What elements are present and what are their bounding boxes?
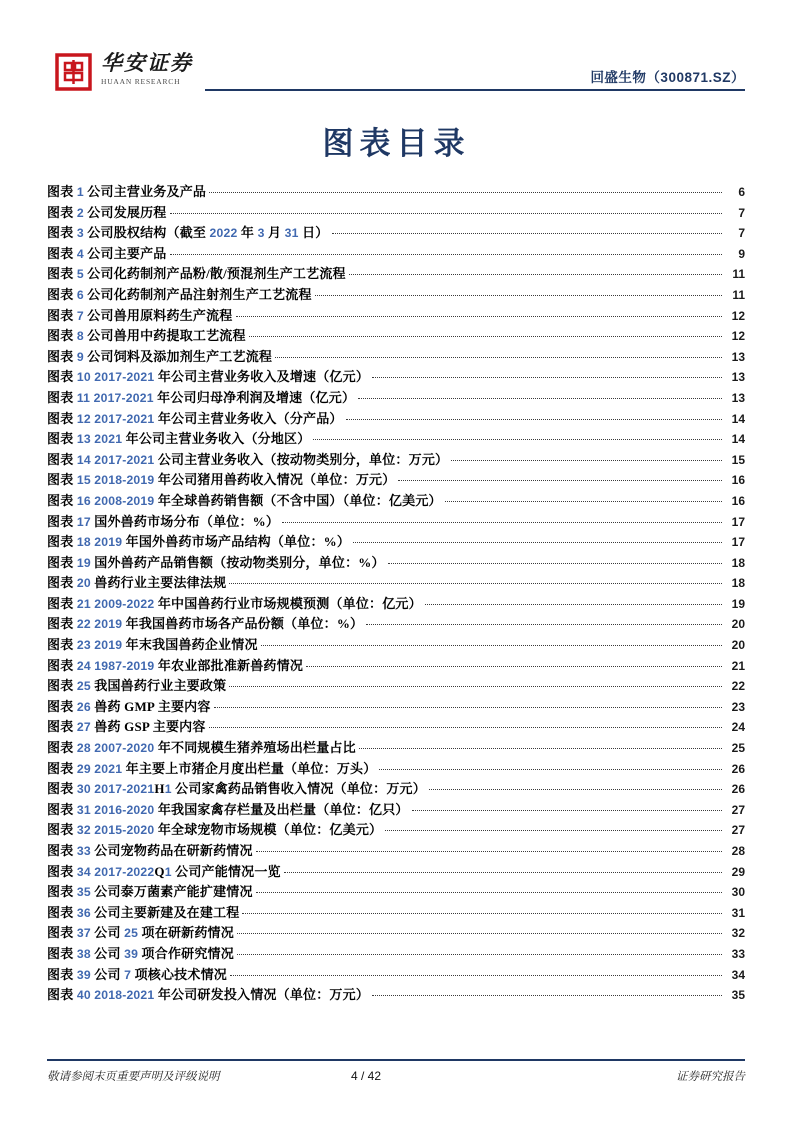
dot-leader <box>372 377 722 378</box>
toc-entry-label: 图表 2 公司发展历程 <box>47 204 167 220</box>
toc-entry[interactable] <box>47 943 745 964</box>
toc-entry-page: 22 <box>731 679 745 694</box>
toc-entry[interactable] <box>47 902 745 923</box>
footer-report-type: 证券研究报告 <box>676 1071 745 1083</box>
brand-text <box>101 52 193 86</box>
brand <box>55 52 193 91</box>
toc-entry-label: 图表 10 2017-2021 年公司主营业务收入及增速（亿元） <box>47 369 370 385</box>
toc-entry-page: 20 <box>731 638 745 653</box>
toc-entry-page: 17 <box>731 514 745 529</box>
dot-leader <box>275 357 722 358</box>
dot-leader <box>358 398 722 399</box>
page-header <box>55 52 745 91</box>
toc-entry-page: 35 <box>731 988 745 1003</box>
dot-leader <box>236 316 723 317</box>
toc-entry[interactable] <box>47 696 745 717</box>
toc-entry-label: 图表 23 2019 年末我国兽药企业情况 <box>47 637 258 653</box>
toc-entry-page: 25 <box>731 741 745 756</box>
toc-entry-label: 图表 7 公司兽用原料药生产流程 <box>47 307 233 323</box>
page-footer <box>47 1059 745 1084</box>
toc-entry-label: 图表 13 2021 年公司主营业务收入（分地区） <box>47 431 311 447</box>
toc-entry-page: 13 <box>731 390 745 405</box>
header-rule <box>205 66 745 91</box>
toc-entry-label: 图表 6 公司化药制剂产品注射剂生产工艺流程 <box>47 286 312 302</box>
toc-entry[interactable] <box>47 511 745 532</box>
toc-entry[interactable] <box>47 346 745 367</box>
toc-entry-label: 图表 33 公司宠物药品在研新药情况 <box>47 843 253 858</box>
toc-entry[interactable] <box>47 490 745 511</box>
toc-entry-page: 29 <box>731 864 745 879</box>
toc-entry[interactable] <box>47 922 745 943</box>
brand-name-en: HUAAN RESEARCH <box>101 77 181 87</box>
toc-entry-page: 21 <box>731 658 745 673</box>
toc-entry-page: 30 <box>731 885 745 900</box>
toc-entry-label: 图表 17 国外兽药市场分布（单位：%） <box>47 513 280 529</box>
toc-entry-page: 7 <box>738 205 745 220</box>
toc-entry-page: 23 <box>731 699 745 714</box>
toc-entry-page: 18 <box>731 555 745 570</box>
toc-entry-label: 图表 14 2017-2021 公司主营业务收入（按动物类别分，单位：万元） <box>47 451 449 467</box>
dot-leader <box>261 645 722 646</box>
toc-entry-page: 7 <box>738 226 745 241</box>
dot-leader <box>242 913 722 914</box>
toc-entry-label: 图表 18 2019 年国外兽药市场产品结构（单位：%） <box>47 534 351 550</box>
toc-entry[interactable] <box>47 840 745 861</box>
toc-entry[interactable] <box>47 222 745 243</box>
toc-entry[interactable] <box>47 861 745 882</box>
toc-entry[interactable] <box>47 263 745 284</box>
toc-entry-label: 图表 32 2015-2020 年全球宠物市场规模（单位：亿美元） <box>47 822 383 838</box>
toc-entry-page: 9 <box>738 246 745 261</box>
toc-entry[interactable] <box>47 881 745 902</box>
toc-entry-page: 27 <box>731 802 745 817</box>
dot-leader <box>237 933 722 934</box>
dot-leader <box>170 254 723 255</box>
toc-entry[interactable] <box>47 305 745 326</box>
toc-entry[interactable] <box>47 984 745 1005</box>
dot-leader <box>229 686 722 687</box>
dot-leader <box>230 975 722 976</box>
toc-entry-label: 图表 1 公司主营业务及产品 <box>47 184 207 199</box>
toc-entry[interactable] <box>47 572 745 593</box>
toc-entry-label: 图表 27 兽药 GSP 主要内容 <box>47 719 206 735</box>
toc-entry-label: 图表 11 2017-2021 年公司归母净利润及增速（亿元） <box>47 389 356 405</box>
toc-entry-label: 图表 31 2016-2020 年我国家禽存栏量及出栏量（单位：亿只） <box>47 801 409 817</box>
dot-leader <box>429 789 722 790</box>
toc-entry-label: 图表 26 兽药 GMP 主要内容 <box>47 698 211 714</box>
dot-leader <box>359 748 722 749</box>
toc-entry-page: 31 <box>731 905 745 920</box>
toc-entry-label: 图表 12 2017-2021 年公司主营业务收入（分产品） <box>47 410 343 426</box>
toc-entry[interactable] <box>47 202 745 223</box>
page-title: 图表目录 <box>322 126 471 161</box>
toc-entry[interactable] <box>47 428 745 449</box>
toc-entry[interactable] <box>47 675 745 696</box>
toc-entry-page: 20 <box>731 617 745 632</box>
toc-entry[interactable] <box>47 366 745 387</box>
toc-entry-label: 图表 4 公司主要产品 <box>47 245 167 261</box>
toc-entry-page: 33 <box>731 946 745 961</box>
dot-leader <box>256 851 722 852</box>
toc-entry-page: 14 <box>731 432 745 447</box>
toc-entry-page: 14 <box>731 411 745 426</box>
dot-leader <box>372 995 722 996</box>
toc-entry-page: 12 <box>731 329 745 344</box>
toc-entry-label: 图表 35 公司泰万菌素产能扩建情况 <box>47 884 253 900</box>
toc-entry[interactable] <box>47 449 745 470</box>
toc-entry-label: 图表 21 2009-2022 年中国兽药行业市场规模预测（单位：亿元） <box>47 595 422 611</box>
brand-name-cn: 华安证券 <box>101 51 193 75</box>
toc-entry-label: 图表 34 2017-2022Q1 公司产能情况一览 <box>47 863 281 879</box>
toc-entry-page: 6 <box>738 185 745 199</box>
toc-entry[interactable] <box>47 964 745 985</box>
toc-entry[interactable] <box>47 552 745 573</box>
dot-leader <box>398 480 722 481</box>
toc-entry-label: 图表 29 2021 年主要上市猪企月度出栏量（单位：万头） <box>47 760 377 776</box>
toc-entry-page: 32 <box>731 926 745 941</box>
huaan-logo-icon <box>55 52 92 91</box>
dot-leader <box>353 542 722 543</box>
toc-entry-label: 图表 28 2007-2020 年不同规模生猪养殖场出栏量占比 <box>47 740 356 756</box>
toc-entry-label: 图表 15 2018-2019 年公司猪用兽药收入情况（单位：万元） <box>47 472 396 488</box>
toc-entry-page: 17 <box>731 535 745 550</box>
dot-leader <box>209 192 722 193</box>
dot-leader <box>349 274 722 275</box>
dot-leader <box>170 213 723 214</box>
toc-entry-label: 图表 16 2008-2019 年全球兽药销售额（不含中国）（单位：亿美元） <box>47 492 442 508</box>
toc-entry-page: 12 <box>731 308 745 323</box>
toc-entry[interactable] <box>47 655 745 676</box>
dot-leader <box>229 583 722 584</box>
toc-entry-page: 28 <box>731 844 745 858</box>
toc-entry[interactable] <box>47 778 745 799</box>
toc-entry-label: 图表 37 公司 25 项在研新药情况 <box>47 925 234 941</box>
toc-entry[interactable] <box>47 243 745 264</box>
toc-entry-label: 图表 25 我国兽药行业主要政策 <box>47 678 227 694</box>
toc-entry-label: 图表 5 公司化药制剂产品粉/散/预混剂生产工艺流程 <box>47 266 346 282</box>
toc-entry-label: 图表 39 公司 7 项核心技术情况 <box>47 966 227 982</box>
toc-entry-label: 图表 24 1987-2019 年农业部批准新兽药情况 <box>47 657 304 673</box>
dot-leader <box>249 336 722 337</box>
toc-entry-label: 图表 3 公司股权结构（截至 2022 年 3 月 31 日） <box>47 225 329 241</box>
toc-entry-page: 16 <box>731 493 745 508</box>
stock-label: 回盛生物（300871.SZ） <box>590 70 745 85</box>
toc-entry[interactable] <box>47 469 745 490</box>
toc-entry-page: 13 <box>731 370 745 385</box>
toc-entry-page: 13 <box>731 349 745 364</box>
toc-entry-page: 18 <box>731 576 745 591</box>
dot-leader <box>379 769 722 770</box>
toc-entry-page: 11 <box>732 267 745 282</box>
dot-leader <box>315 295 722 296</box>
toc-entry-label: 图表 9 公司饲料及添加剂生产工艺流程 <box>47 348 273 364</box>
toc-entry-page: 19 <box>731 596 745 611</box>
dot-leader <box>306 666 722 667</box>
toc-entry[interactable] <box>47 737 745 758</box>
toc-entry-page: 24 <box>731 720 745 735</box>
dot-leader <box>451 460 722 461</box>
dot-leader <box>313 439 722 440</box>
footer-page-number: 4 / 42 <box>350 1069 382 1083</box>
toc-entry[interactable] <box>47 634 745 655</box>
toc-entry[interactable] <box>47 325 745 346</box>
dot-leader <box>256 892 722 893</box>
dot-leader <box>425 604 722 605</box>
toc-entry-page: 27 <box>731 823 745 838</box>
toc-entry-label: 图表 40 2018-2021 年公司研发投入情况（单位：万元） <box>47 987 370 1003</box>
toc-entry-label: 图表 19 国外兽药产品销售额（按动物类别分，单位：%） <box>47 554 385 570</box>
dot-leader <box>366 624 722 625</box>
toc-entry[interactable] <box>47 758 745 779</box>
dot-leader <box>445 501 722 502</box>
toc-entry-page: 11 <box>732 287 745 302</box>
toc-entry[interactable] <box>47 408 745 429</box>
dot-leader <box>214 707 722 708</box>
toc-entry-label: 图表 8 公司兽用中药提取工艺流程 <box>47 328 246 344</box>
toc-entry[interactable] <box>47 593 745 614</box>
toc-entry[interactable] <box>47 799 745 820</box>
toc-entry[interactable] <box>47 284 745 305</box>
toc-list <box>47 181 745 1005</box>
footer-disclaimer: 敬请参阅末页重要声明及评级说明 <box>47 1071 220 1083</box>
toc-entry[interactable] <box>47 387 745 408</box>
dot-leader <box>388 563 722 564</box>
toc-entry-label: 图表 38 公司 39 项合作研究情况 <box>47 945 234 961</box>
toc-entry-label: 图表 30 2017-2021H1 公司家禽药品销售收入情况（单位：万元） <box>47 781 426 797</box>
dot-leader <box>282 522 722 523</box>
dot-leader <box>209 727 722 728</box>
toc-entry[interactable] <box>47 819 745 840</box>
toc-entry-page: 15 <box>731 452 745 467</box>
dot-leader <box>284 872 722 873</box>
toc-entry-label: 图表 20 兽药行业主要法律法规 <box>47 575 227 591</box>
dot-leader <box>237 954 722 955</box>
dot-leader <box>332 233 723 234</box>
toc-entry-page: 26 <box>731 761 745 776</box>
toc-entry-page: 34 <box>731 967 745 982</box>
toc-entry-page: 16 <box>731 473 745 488</box>
toc-entry[interactable] <box>47 613 745 634</box>
dot-leader <box>385 830 722 831</box>
toc-entry[interactable] <box>47 531 745 552</box>
toc-entry[interactable] <box>47 181 745 202</box>
toc-entry-label: 图表 36 公司主要新建及在建工程 <box>47 904 240 920</box>
toc-entry[interactable] <box>47 716 745 737</box>
dot-leader <box>346 419 722 420</box>
toc-entry-page: 26 <box>731 782 745 797</box>
toc-entry-label: 图表 22 2019 年我国兽药市场各产品份额（单位：%） <box>47 616 364 632</box>
dot-leader <box>412 810 722 811</box>
